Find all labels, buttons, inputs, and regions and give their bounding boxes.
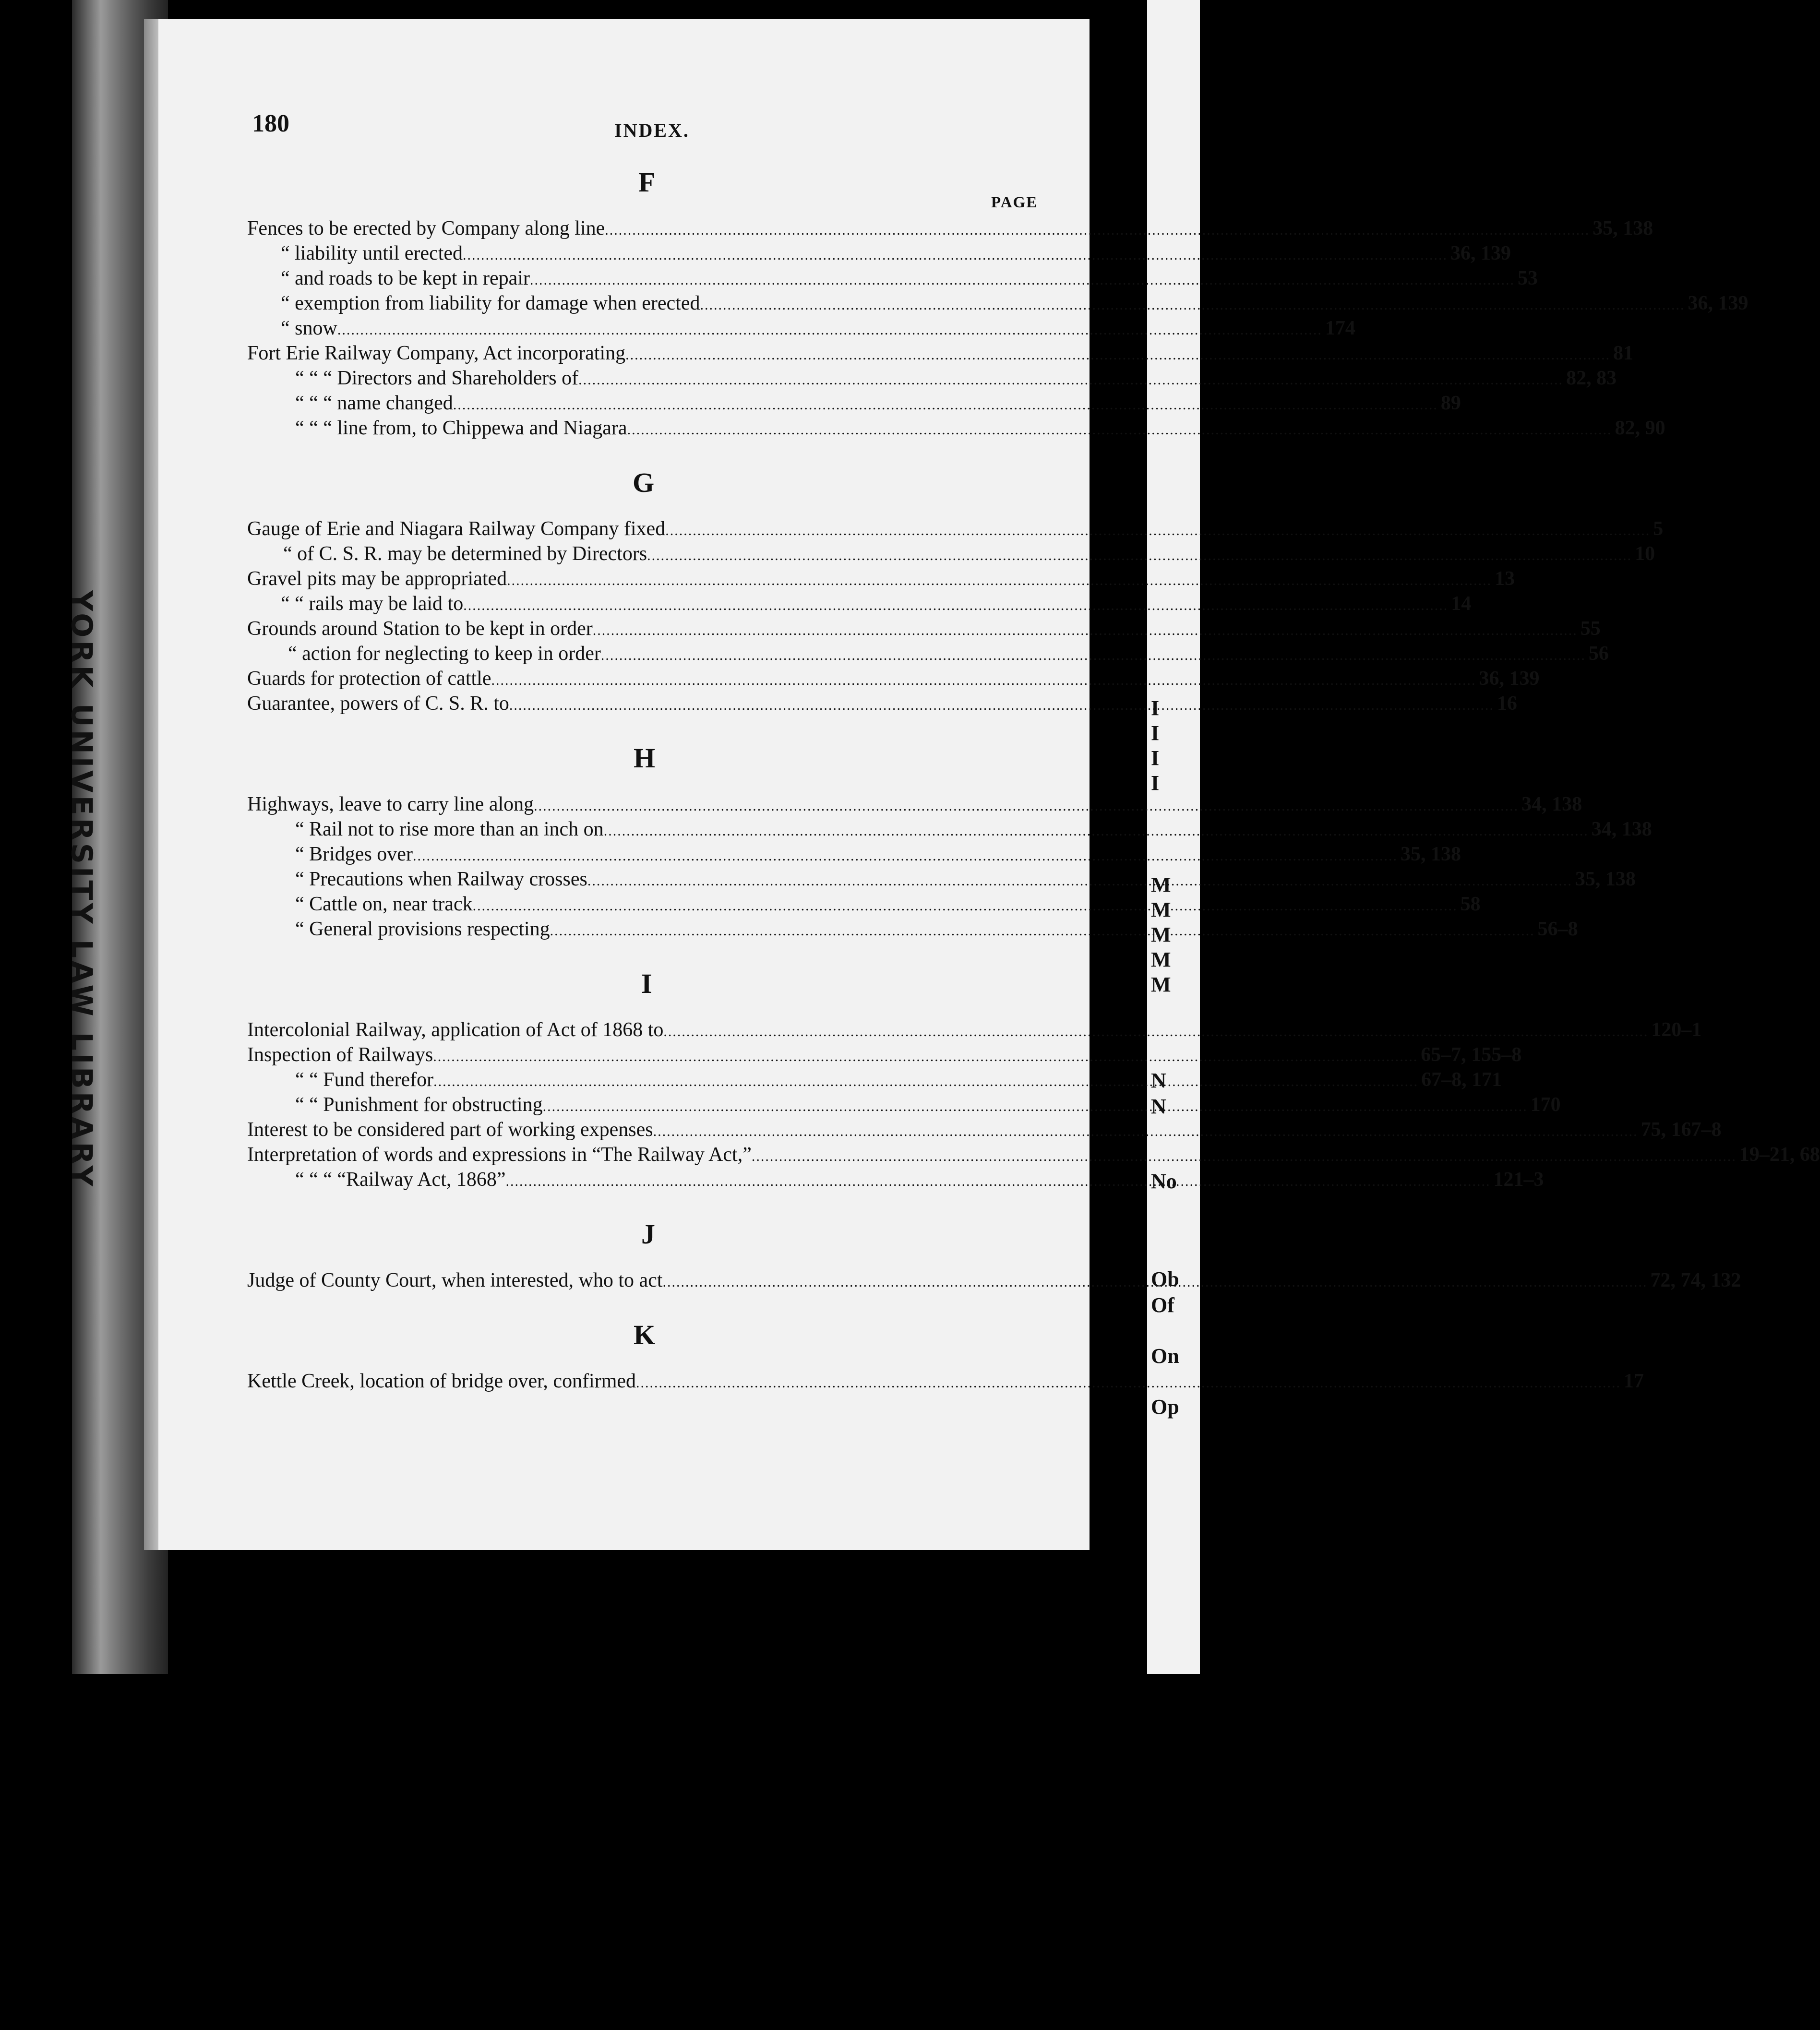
index-entry: Grounds around Station to be kept in order ..... 55: [247, 617, 1044, 640]
index-entry: “ snow ..... 174: [281, 317, 1044, 340]
section-letter-g: G: [633, 467, 655, 498]
index-entry: Guarantee, powers of C. S. R. to ..... 16: [247, 692, 1044, 715]
index-entry: “ “ Punishment for obstructing ..... 170: [295, 1093, 1044, 1116]
index-entry: Kettle Creek, location of bridge over, confirmed ..... 17: [247, 1370, 1044, 1393]
index-entry: Guards for protection of cattle ..... 36, 139: [247, 667, 1044, 690]
index-entry: “ “ Fund therefor ..... 67–8, 171: [295, 1068, 1044, 1091]
page-number: 180: [252, 110, 289, 137]
facing-page-letter: M: [1151, 873, 1171, 896]
section-letter-i: I: [641, 968, 652, 999]
spine-label: YORK UNIVERSITY LAW LIBRARY: [65, 590, 98, 1189]
section-letter-f: F: [638, 167, 656, 198]
facing-page-letter: I: [1151, 721, 1160, 745]
facing-page-letter: I: [1151, 746, 1160, 770]
facing-page-letter: Of: [1151, 1293, 1174, 1317]
facing-page-letter: M: [1151, 923, 1171, 946]
facing-page-letter: I: [1151, 696, 1160, 720]
facing-page-letter: Op: [1151, 1395, 1179, 1419]
index-entry: Interpretation of words and expressions in “The Railway Act,” ..... 19–21, 68: [247, 1143, 1044, 1166]
facing-page-letter: M: [1151, 948, 1171, 971]
section-letter-j: J: [641, 1218, 655, 1250]
index-entry: Judge of County Court, when interested, who to act ..... 72, 74, 132: [247, 1269, 1044, 1292]
index-entry: “ “ “ “Railway Act, 1868” ..... 121–3: [295, 1168, 1044, 1191]
facing-page-letter: N: [1151, 1069, 1166, 1092]
facing-page-letter: I: [1151, 771, 1160, 795]
facing-page-letter: M: [1151, 973, 1171, 996]
facing-page-letter: N: [1151, 1095, 1166, 1118]
section-letter-k: K: [634, 1319, 656, 1350]
index-entry: “ Bridges over ..... 35, 138: [295, 843, 1044, 866]
index-entry: Fort Erie Railway Company, Act incorporating ..... 81: [247, 342, 1044, 365]
index-entry: Gauge of Erie and Niagara Railway Company fixed ..... 5: [247, 517, 1044, 540]
index-entry: “ General provisions respecting ..... 56–8: [295, 918, 1044, 941]
facing-page-letter: On: [1151, 1344, 1179, 1368]
facing-page-letter: No: [1151, 1170, 1177, 1193]
index-entry: “ liability until erected ..... 36, 139: [281, 242, 1044, 265]
index-entry: “ “ “ Directors and Shareholders of ..... 82, 83: [295, 367, 1044, 390]
running-head: INDEX.: [614, 119, 690, 141]
index-entry: “ “ “ line from, to Chippewa and Niagara ..... 82, 90: [295, 417, 1044, 440]
index-entry: “ of C. S. R. may be determined by Directors ..... 10: [283, 542, 1044, 565]
section-letter-h: H: [634, 742, 656, 774]
index-entry: Intercolonial Railway, application of Act of 1868 to ..... 120–1: [247, 1018, 1044, 1041]
facing-page-letter: M: [1151, 898, 1171, 921]
index-entry: “ “ rails may be laid to ..... 14: [281, 592, 1044, 615]
index-entry: “ “ “ name changed ..... 89: [295, 392, 1044, 415]
index-entry: Interest to be considered part of working expenses ..... 75, 167–8: [247, 1118, 1044, 1141]
index-entry: “ Precautions when Railway crosses ..... 35, 138: [295, 868, 1044, 891]
index-entry: “ action for neglecting to keep in order ..... 56: [288, 642, 1044, 665]
index-entry: Inspection of Railways ..... 65–7, 155–8: [247, 1043, 1044, 1066]
index-entry: Fences to be erected by Company along line ..... 35, 138: [247, 217, 1044, 240]
index-entry: “ Cattle on, near track ..... 58: [295, 893, 1044, 916]
facing-page-letter: Ob: [1151, 1267, 1179, 1291]
index-entry: “ and roads to be kept in repair ..... 53: [281, 267, 1044, 290]
index-entry: “ Rail not to rise more than an inch on ..... 34, 138: [295, 818, 1044, 841]
index-entry: Gravel pits may be appropriated ..... 13: [247, 567, 1044, 590]
page-column-label: PAGE: [991, 194, 1038, 211]
index-entry: Highways, leave to carry line along ..... 34, 138: [247, 793, 1044, 816]
index-entry: “ exemption from liability for damage when erected ..... 36, 139: [281, 292, 1044, 315]
